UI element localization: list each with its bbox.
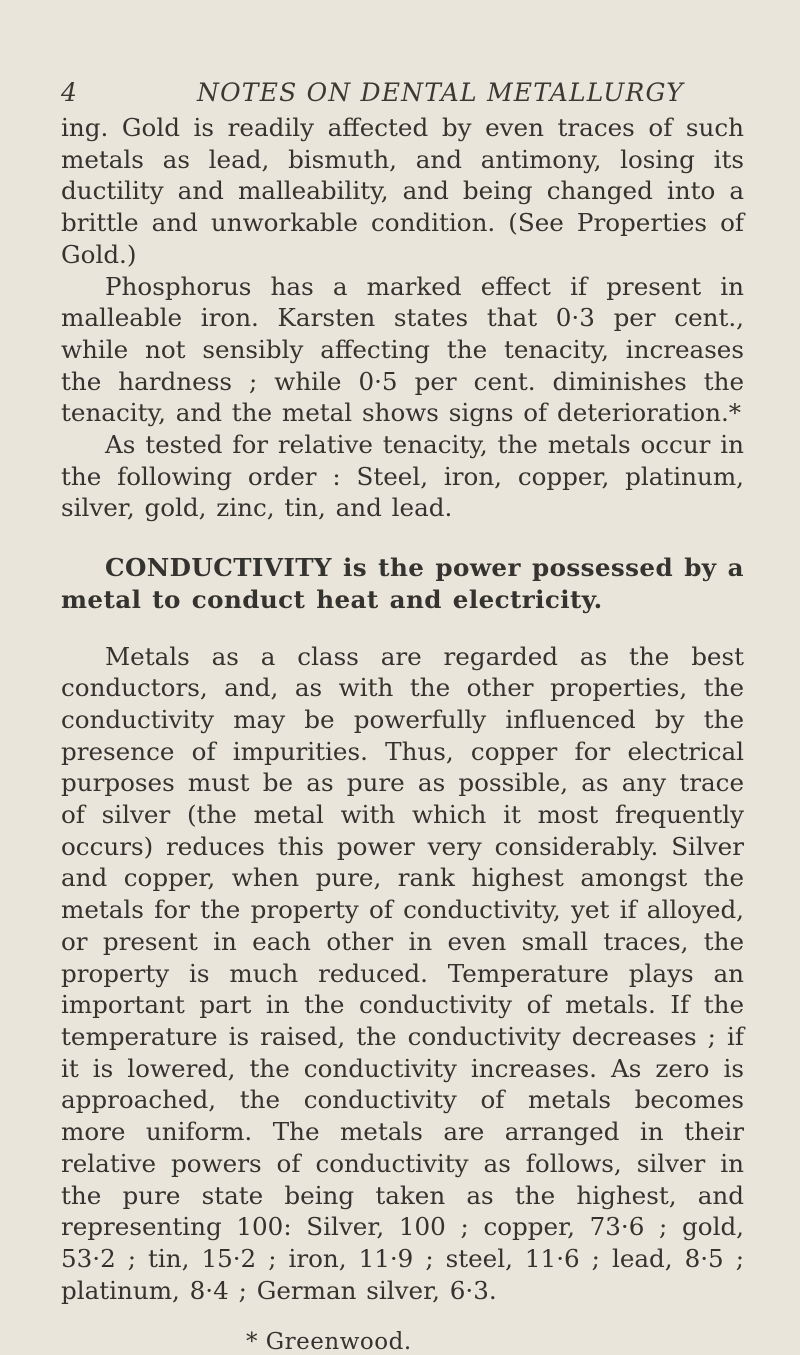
running-head	[61, 78, 744, 112]
paragraph-gold-impurities: ing. Gold is readily affected by even traces of such metals as lead, bismuth, and antimony, losing its ductility and malleability, and being changed into a brittle and unworkable condition. (See Properties of Gold.)	[61, 113, 744, 269]
paragraph-gap	[61, 616, 744, 641]
running-title: NOTES ON DENTAL METALLURGY	[197, 78, 684, 107]
page-number: 4	[61, 78, 79, 107]
paragraph-phosphorus: Phosphorus has a marked effect if present in malleable iron. Karsten states that 0·3 per cent., while not sensibly affecting the tenacity, increases the hardness ; while 0·5 per cent. diminishes the tenacity, and the metal shows signs of deterioration.*	[61, 271, 744, 428]
paragraph-conductivity: Metals as a class are regarded as the best conductors, and, as with the other properties, the conductivity may be powerfully influenced by the presence of impurities. Thus, copper for electrical purposes must be as pure as possible, as any trace of silver (the metal with which it most frequently occurs) reduces this power very considerably. Silver and copper, when pure, rank highest amongst the metals for the property of conductivity, yet if alloyed, or present in each other in even small traces, the property is much reduced. Temperature plays an important part in the conductivity of metals. If the temperature is raised, the conductivity decreases ; if it is lowered, the conductivity increases. As zero is approached, the conductivity of metals becomes more uniform. The metals are arranged in their relative powers of conductivity as follows, silver in the pure state being taken as the highest, and representing 100: Silver, 100 ; copper, 73·6 ; gold, 53·2 ; tin, 15·2 ; iron, 11·9 ; steel, 11·6 ; lead, 8·5 ; platinum, 8·4 ; German silver, 6·3.	[61, 641, 744, 1305]
page-body	[61, 112, 744, 1306]
book-page	[61, 78, 744, 1355]
paragraph-tenacity-order: As tested for relative tenacity, the metals occur in the following order : Steel, iron, copper, platinum, silver, gold, zinc, tin, and lead.	[61, 430, 744, 523]
footnote: * Greenwood.	[246, 1329, 412, 1355]
conductivity-definition: CONDUCTIVITY is the power possessed by a metal to conduct heat and electricity.	[61, 553, 744, 614]
